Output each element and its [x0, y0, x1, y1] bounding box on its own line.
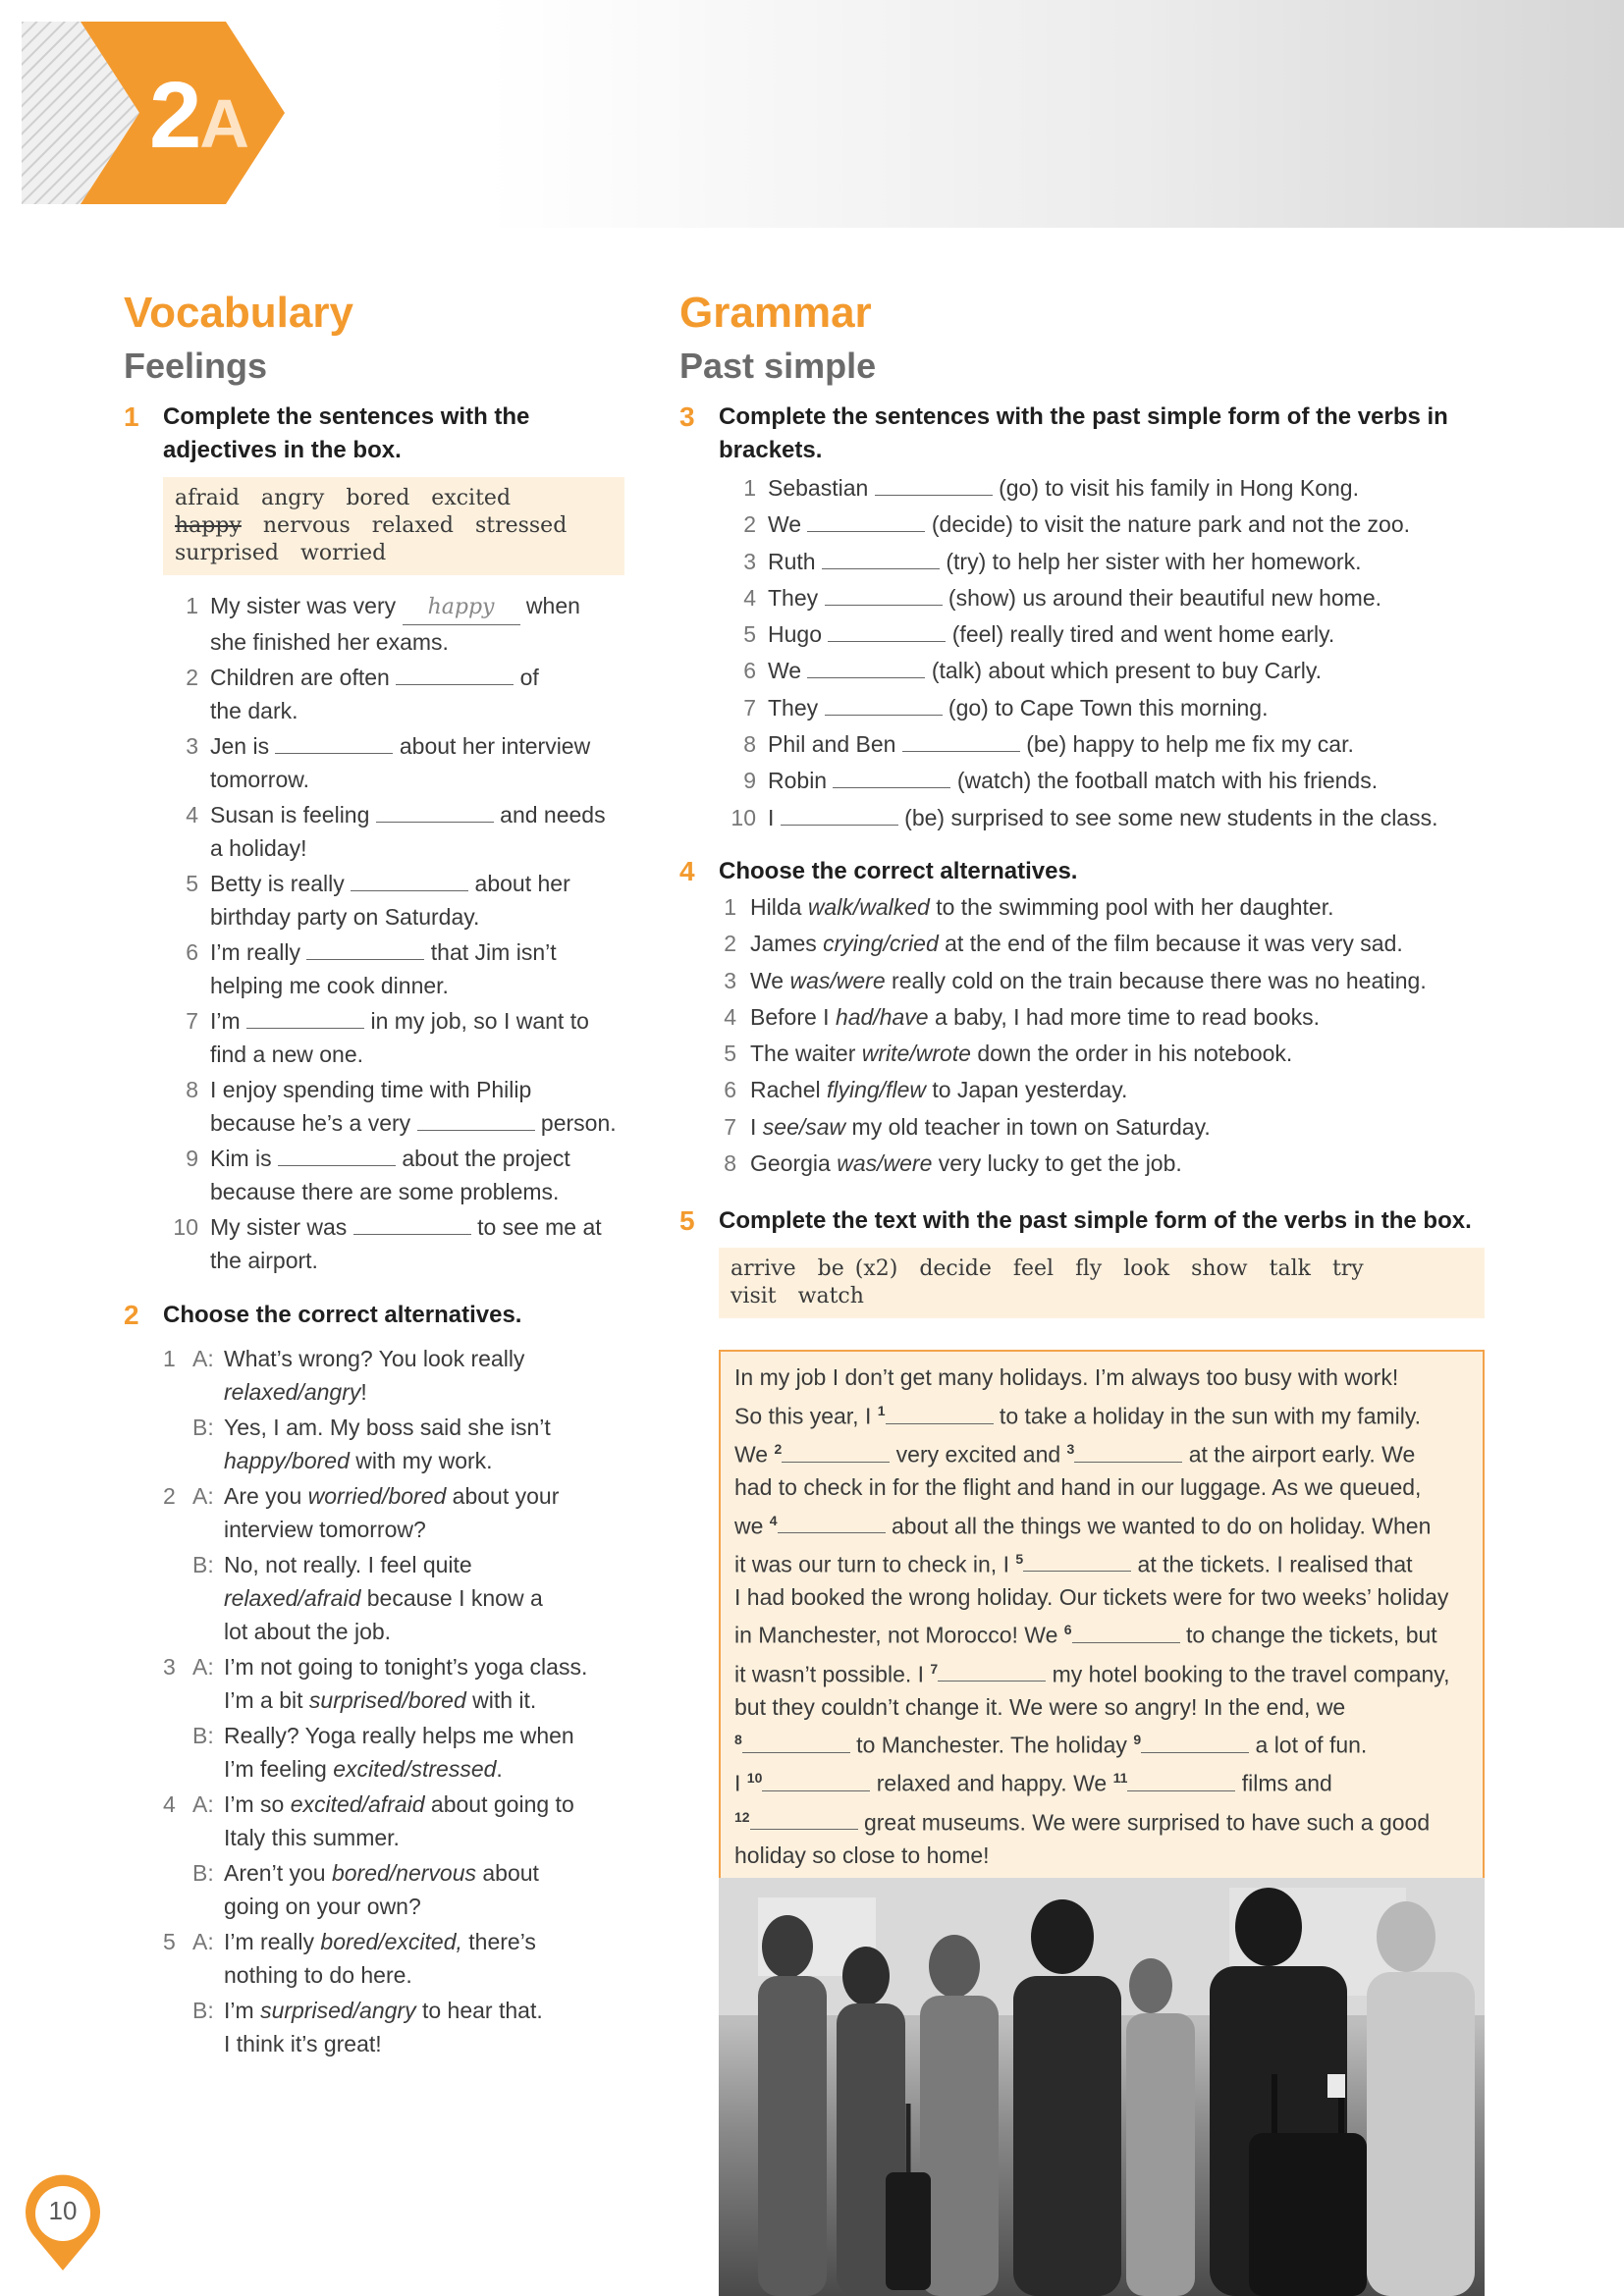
answer-blank[interactable] [1141, 1731, 1249, 1753]
list-item: 1 Hilda walk/walked to the swimming pool with her daughter. [724, 893, 1334, 920]
exercise-1-heading: 1 Complete the sentences with the adjectives in the box. [124, 401, 530, 463]
answer-blank[interactable] [351, 869, 468, 891]
dialogue-line: B: Aren’t you bored/nervous about going on your own? [192, 1860, 539, 1919]
list-item: 7 They (go) to Cape Town this morning. [743, 694, 1269, 721]
example-answer: happy [403, 591, 520, 625]
list-item: 2 We (decide) to visit the nature park and not the zoo. [743, 511, 1410, 538]
list-item: 10 I (be) surprised to see some new students in the class. [731, 804, 1438, 830]
answer-blank[interactable] [742, 1731, 850, 1753]
exercise-4-heading: 4 Choose the correct alternatives. [679, 855, 1078, 886]
answer-blank[interactable] [825, 583, 943, 606]
list-item: 4 Susan is feeling and needs a holiday! [186, 802, 606, 861]
grammar-column [679, 285, 1485, 1884]
list-item: 9 Robin (watch) the football match with his friends. [743, 768, 1379, 794]
answer-blank[interactable] [886, 1402, 994, 1424]
answer-blank[interactable] [807, 509, 925, 532]
exercise-4-items [679, 890, 1485, 1183]
section-title: Vocabulary [124, 289, 353, 337]
word-box: arrive be (x2) decide feel fly look show talk try visit watch [719, 1248, 1485, 1318]
list-item: 2 James crying/cried at the end of the film because it was very sad. [724, 931, 1403, 957]
answer-blank[interactable] [353, 1212, 471, 1235]
answer-blank[interactable] [306, 937, 424, 960]
list-item: 8 Phil and Ben (be) happy to help me fix my car. [743, 731, 1354, 758]
dialogue-line: 5 A: I’m really bored/excited, there’s nothing to do here. [163, 1929, 536, 1988]
page-number-badge [22, 2174, 104, 2272]
list-item: 8 I enjoy spending time with Philip because he’s a very person. [186, 1077, 617, 1136]
section-title: Grammar [679, 289, 872, 337]
list-item: 6 Rachel flying/flew to Japan yesterday. [724, 1077, 1128, 1103]
exercise-5-heading: 5 Complete the text with the past simple form of the verbs in the box. [679, 1205, 1472, 1237]
list-item: 9 Kim is about the project because there are some problems. [186, 1146, 570, 1204]
answer-blank[interactable] [875, 473, 993, 496]
unit-badge [22, 22, 285, 204]
dialogue-line: B: No, not really. I feel quite relaxed/afraid because I know a lot about the job. [192, 1552, 543, 1644]
list-item: 4 Before I had/have a baby, I had more time to read books. [724, 1003, 1321, 1030]
answer-blank[interactable] [750, 1807, 858, 1830]
list-item: 1 My sister was very happy when she finished her exams. [186, 593, 580, 655]
list-item: 4 They (show) us around their beautiful new home. [743, 584, 1381, 611]
answer-blank[interactable] [825, 693, 943, 716]
answer-blank[interactable] [778, 1511, 886, 1533]
dialogue-line: 4 A: I’m so excited/afraid about going to Italy this summer. [163, 1791, 574, 1850]
answer-blank[interactable] [782, 1440, 890, 1463]
list-item: 3 Jen is about her interview tomorrow. [186, 733, 591, 792]
list-item: 6 I’m really that Jim isn’t helping me cook dinner. [186, 939, 557, 998]
list-item: 5 Betty is really about her birthday party on Saturday. [186, 871, 570, 930]
exercise-2-dialogues [124, 1342, 624, 2060]
list-item: 2 Children are often of the dark. [186, 665, 539, 723]
list-item: 5 Hugo (feel) really tired and went home early. [743, 621, 1335, 648]
dialogue-line: 2 A: Are you worried/bored about your interview tomorrow? [163, 1483, 560, 1542]
exercise-3-heading: 3 Complete the sentences with the past simple form of the verbs in brackets. [679, 401, 1448, 463]
list-item: 7 I’m in my job, so I want to find a new one. [186, 1008, 589, 1067]
answer-blank[interactable] [1074, 1440, 1182, 1463]
answer-blank[interactable] [762, 1769, 870, 1791]
list-item: 10 My sister was to see me at the airport. [173, 1214, 602, 1273]
answer-blank[interactable] [1127, 1769, 1235, 1791]
answer-blank[interactable] [278, 1144, 396, 1166]
dialogue-line: 3 A: I’m not going to tonight’s yoga class. I’m a bit surprised/bored with it. [163, 1654, 588, 1713]
list-item: 1 Sebastian (go) to visit his family in Hong Kong. [743, 475, 1359, 501]
exercise-3-items [679, 471, 1485, 837]
dialogue-line: B: Yes, I am. My boss said she isn’t happy/bored with my work. [192, 1415, 551, 1473]
gap-fill-text: In my job I don’t get many holidays. I’m always too busy with work! So this year, I $^1$ to take a holiday in the sun with my family. We $^2$ very excited and $^3$ at the airport early. We had to check in for the flight and hand in our luggage. As we queued, we $^4$ about all the things we wanted to do on holiday. When it was our turn to check in, I $^5$ at the tickets. I realised that I had booked the wrong holiday. Our tickets were for two weeks’ holiday in Manchester, not Morocco! We $^6$ to change the tickets, but it wasn’t possible. I $^7$ my hotel booking to the travel company, but they couldn’t change it. We were so angry! In the end, we $^8$ to Manchester. The holiday $^9$ a lot of fun. I $^{10}$ relaxed and happy. We $^{11}$ films and $^{12}$ great museums. We were surprised to have such a good holiday so close to home! [719, 1350, 1485, 1884]
list-item: 7 I see/saw my old teacher in town on Saturday. [724, 1113, 1211, 1140]
list-item: 5 The waiter write/wrote down the order in his notebook. [724, 1041, 1293, 1067]
answer-blank[interactable] [376, 800, 494, 823]
answer-blank[interactable] [275, 731, 393, 754]
answer-blank[interactable] [396, 663, 514, 685]
vocabulary-column [124, 285, 624, 2060]
answer-blank[interactable] [807, 656, 925, 678]
list-item: 3 We was/were really cold on the train because there was no heating. [724, 967, 1427, 993]
dialogue-line: B: Really? Yoga really helps me when I’m feeling excited/stressed. [192, 1723, 574, 1782]
answer-blank[interactable] [1023, 1549, 1131, 1572]
answer-blank[interactable] [828, 619, 946, 642]
exercise-2-heading: 2 Choose the correct alternatives. [124, 1300, 522, 1330]
answer-blank[interactable] [938, 1659, 1046, 1682]
answer-blank[interactable] [833, 766, 950, 788]
word-box: afraid angry bored excited happy nervous relaxed stressed surprised worried [163, 477, 624, 575]
dialogue-line: B: I’m surprised/angry to hear that. I think it’s great! [192, 1998, 543, 2056]
unit-number: 2A [149, 63, 247, 168]
answer-blank[interactable] [781, 803, 898, 826]
airport-travellers-photo [719, 1878, 1485, 2296]
answer-blank[interactable] [822, 547, 940, 569]
answer-blank[interactable] [246, 1006, 364, 1029]
section-subtitle: Feelings [124, 346, 268, 386]
dialogue-line: 1 A: What’s wrong? You look really relaxed/angry! [163, 1346, 525, 1405]
exercise-1-items [124, 589, 624, 1277]
answer-blank[interactable] [1072, 1621, 1180, 1643]
list-item: 8 Georgia was/were very lucky to get the job. [724, 1150, 1182, 1177]
list-item: 3 Ruth (try) to help her sister with her homework. [743, 548, 1362, 574]
answer-blank[interactable] [902, 729, 1020, 752]
page-number: 10 [48, 2196, 78, 2225]
section-subtitle: Past simple [679, 346, 877, 386]
answer-blank[interactable] [417, 1108, 535, 1131]
list-item: 6 We (talk) about which present to buy Carly. [743, 658, 1323, 684]
